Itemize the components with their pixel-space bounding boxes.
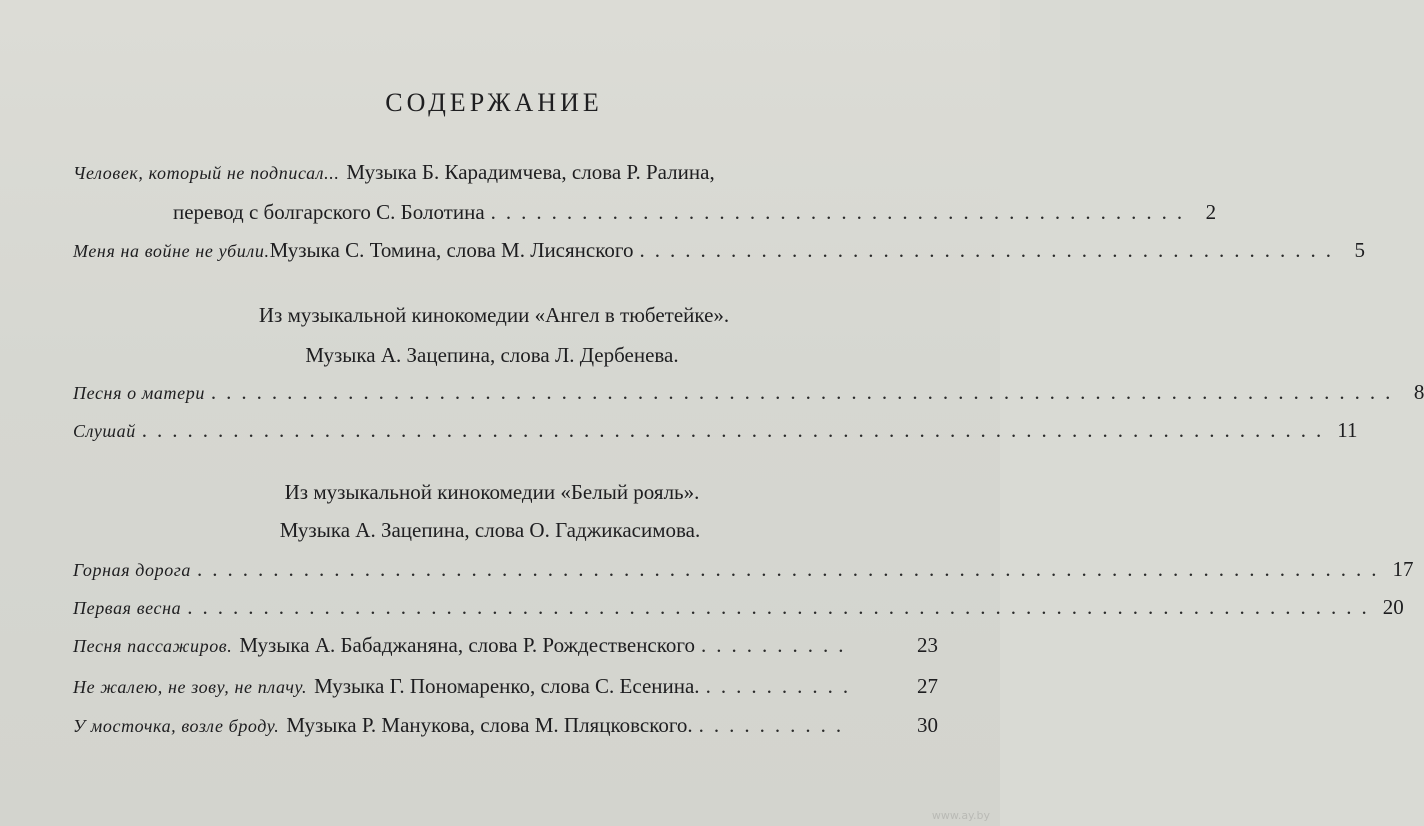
- page-number: 30: [917, 713, 938, 737]
- page-number: 23: [917, 633, 938, 657]
- toc-entry-9: [73, 713, 938, 743]
- song-title: Горная дорога: [73, 560, 192, 580]
- toc-entry-6: [73, 595, 1404, 625]
- page-number: 8: [1413, 380, 1424, 404]
- page-number: 2: [1205, 200, 1217, 224]
- dot-leader: ..........: [698, 713, 852, 737]
- song-title: Первая весна: [73, 598, 182, 618]
- toc-entry-4: [73, 418, 1358, 448]
- page-title: СОДЕРЖАНИЕ: [385, 88, 603, 117]
- song-title: Песня о матери: [73, 383, 205, 403]
- page-number: 17: [1392, 557, 1414, 581]
- song-title: Меня на войне не убили.: [73, 241, 270, 261]
- song-credits: Музыка С. Томина, слова М. Лисянского: [269, 238, 634, 262]
- song-credits: Музыка Р. Манукова, слова М. Пляцковского.: [286, 713, 693, 737]
- dot-leader: ..............................................: [490, 200, 1193, 224]
- toc-entry-8: [73, 674, 938, 704]
- song-credits: Музыка Г. Пономаренко, слова С. Есенина.: [314, 674, 700, 698]
- song-title: Слушай: [73, 421, 136, 441]
- page-number: 5: [1354, 238, 1365, 262]
- dot-leader: ..............................................................................: [210, 380, 1401, 404]
- section-2-heading: Из музыкальной кинокомедии «Белый рояль».: [284, 480, 700, 504]
- toc-entry-1-line1: [73, 160, 715, 185]
- song-title: Человек, который не подписал...: [73, 163, 340, 183]
- song-title: Песня пассажиров.: [73, 636, 233, 656]
- section-1-credits: Музыка А. Зацепина, слова Л. Дербенева.: [305, 343, 679, 367]
- dot-leader: ..........: [700, 633, 854, 657]
- song-title: Не жалею, не зову, не плачу.: [73, 677, 308, 697]
- toc-entry-2: [73, 238, 1365, 268]
- dot-leader: ..............................................................................: [141, 418, 1332, 442]
- dot-leader: ..........: [705, 674, 859, 698]
- toc-entry-5: [73, 557, 1414, 587]
- section-2-credits: Музыка А. Зацепина, слова О. Гаджикасимова.: [279, 518, 701, 542]
- song-title: У мосточка, возле броду.: [73, 716, 280, 736]
- page-number: 27: [917, 674, 938, 698]
- toc-entry-3: [73, 380, 1424, 410]
- dot-leader: ..............................................................................: [197, 557, 1387, 581]
- page-number: 20: [1382, 595, 1404, 619]
- page-number: 11: [1337, 418, 1358, 442]
- toc-entry-7: [73, 633, 938, 663]
- section-1-heading: Из музыкальной кинокомедии «Ангел в тюбетейке».: [258, 303, 730, 327]
- song-credits: Музыка Б. Карадимчева, слова Р. Ралина,: [346, 160, 715, 184]
- song-credits-cont: перевод с болгарского С. Болотина: [173, 200, 485, 224]
- dot-leader: ..............................................................................: [187, 595, 1377, 619]
- toc-entry-1-line2: [173, 200, 1217, 230]
- watermark: www.ay.by: [931, 809, 990, 822]
- song-credits: Музыка А. Бабаджаняна, слова Р. Рождественского: [239, 633, 695, 657]
- dot-leader: ..............................................: [639, 238, 1341, 262]
